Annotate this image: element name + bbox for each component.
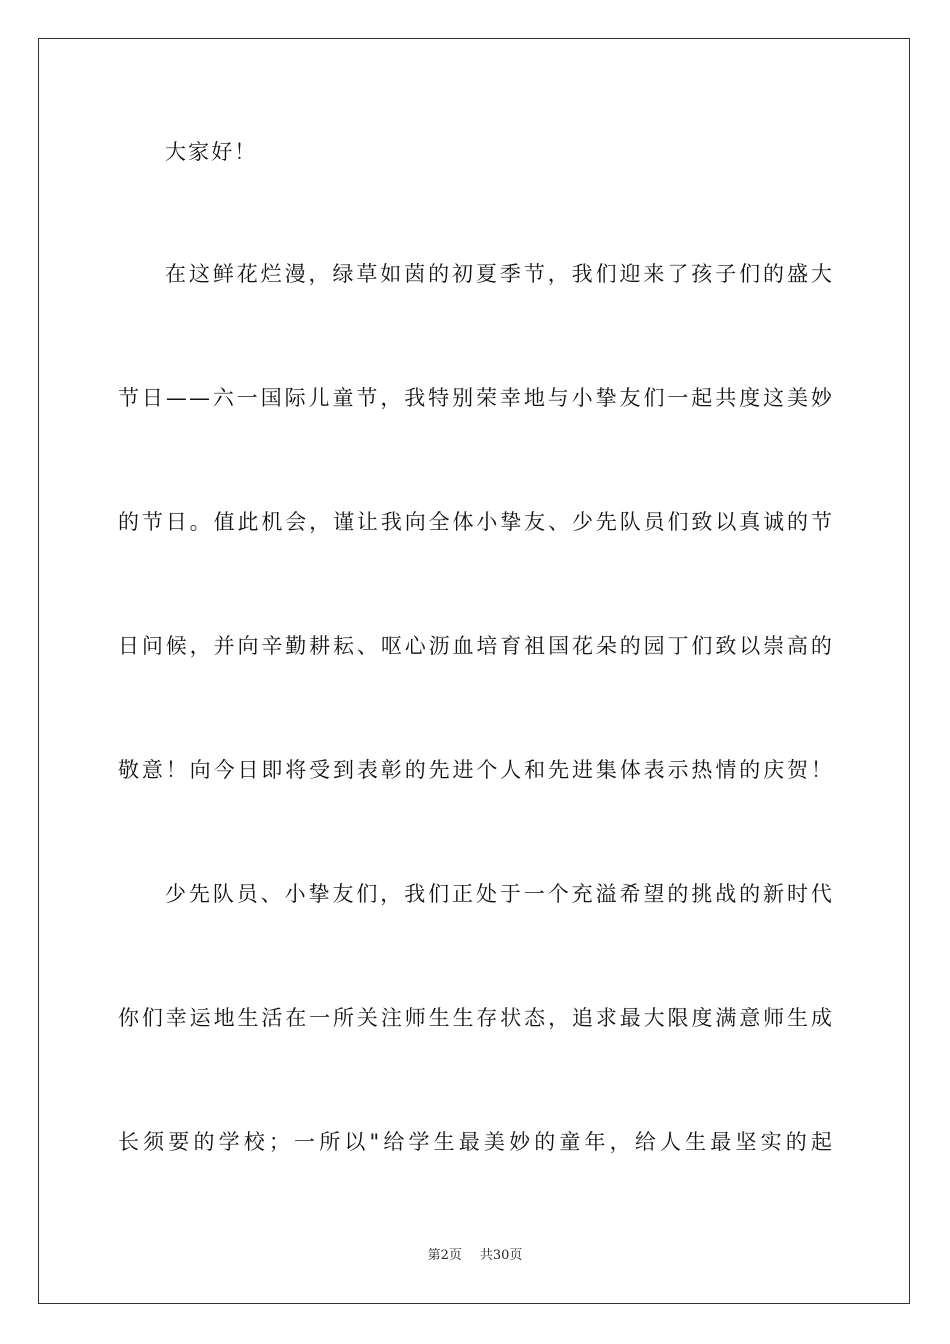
page-number: 第2页 (427, 1248, 462, 1263)
page-border (38, 38, 910, 1304)
text-line: 敬意！向今日即将受到表彰的先进个人和先进集体表示热情的庆贺！ (118, 758, 834, 782)
text-line: 少先队员、小挚友们，我们正处于一个充溢希望的挑战的新时代 (165, 882, 834, 906)
text-line: 节日——六一国际儿童节，我特别荣幸地与小挚友们一起共度这美妙 (118, 386, 834, 410)
text-line: 日问候，并向辛勤耕耘、呕心沥血培育祖国花朵的园丁们致以崇高的 (118, 634, 834, 658)
text-line: 在这鲜花烂漫，绿草如茵的初夏季节，我们迎来了孩子们的盛大 (165, 262, 834, 286)
text-line: 的节日。值此机会，谨让我向全体小挚友、少先队员们致以真诚的节 (118, 510, 834, 534)
text-line: 你们幸运地生活在一所关注师生生存状态，追求最大限度满意师生成 (118, 1006, 834, 1030)
page-footer (0, 1247, 950, 1265)
text-line: 长须要的学校；一所以"给学生最美妙的童年，给人生最坚实的起 (118, 1130, 834, 1154)
page-total: 共30页 (479, 1248, 523, 1263)
text-line: 大家好！ (165, 140, 258, 164)
